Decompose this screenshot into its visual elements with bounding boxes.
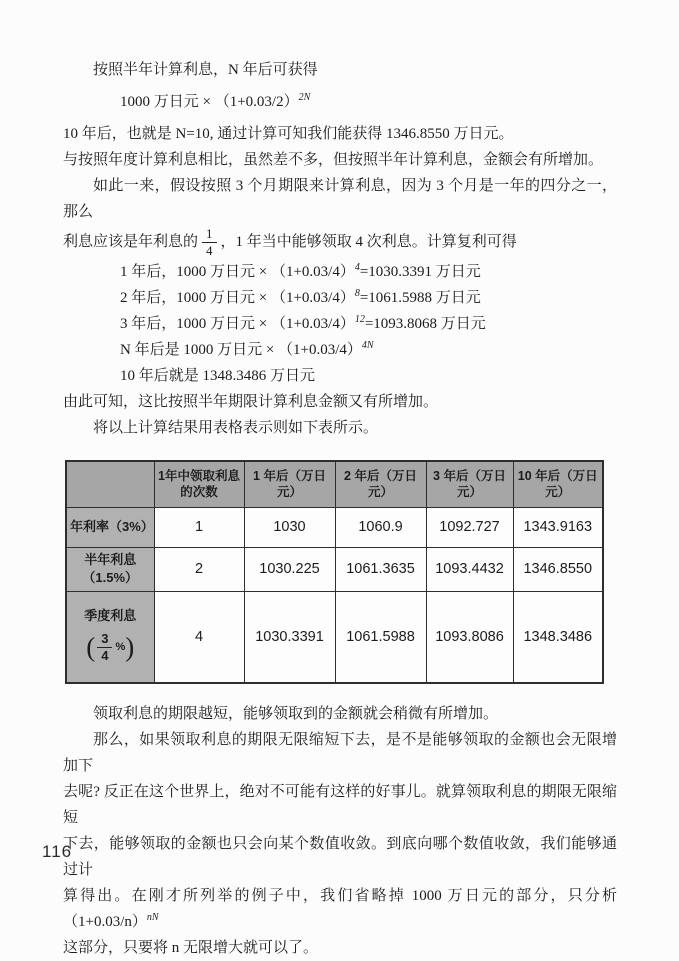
calc-text: 2 年后，1000 万日元 × （1+0.03/4） [120, 290, 355, 306]
calc-exponent: 4N [361, 340, 374, 351]
calc-exponent: 12 [354, 314, 365, 325]
semiannual-count: 2 [154, 547, 244, 591]
calc-result: =1093.8068 万日元 [364, 316, 486, 332]
fraction-denominator: 4 [206, 243, 213, 259]
calc-line-yearN [120, 337, 617, 363]
semiannual-year10: 1346.8550 [513, 547, 603, 591]
formula-exponent: 2N [298, 92, 311, 103]
fraction-line-pre: 利息应该是年利息的 [63, 234, 199, 250]
calc-result: =1030.3391 万日元 [359, 264, 481, 280]
calc-line-year3 [120, 311, 617, 337]
fraction-line-post: ，1 年当中能够领取 4 次利息。计算复利可得 [220, 234, 517, 250]
row-label-annual: 年利率（3%） [66, 507, 154, 547]
header-year1-cell: 1 年后（万日元） [244, 461, 335, 507]
quarterly-label-text: 季度利息 [84, 607, 137, 623]
results-table [65, 460, 604, 684]
fraction-denominator: 4 [101, 648, 109, 664]
semiannual-year1: 1030.225 [244, 547, 335, 591]
annual-count: 1 [154, 507, 244, 547]
row-label-quarterly [66, 591, 154, 683]
annual-year10: 1343.9163 [513, 507, 603, 547]
quarterly-year2: 1061.5988 [335, 591, 426, 683]
header-year3-cell: 3 年后（万日元） [426, 461, 513, 507]
calc-line-year1 [120, 259, 617, 285]
header-count-cell: 1年中领取利息的次数 [154, 461, 244, 507]
calc-exponent: 8 [354, 288, 360, 299]
quarterly-year1: 1030.3391 [244, 591, 335, 683]
percent-sign: % [115, 641, 126, 654]
fraction-numerator: 3 [97, 632, 112, 648]
header-corner-cell [66, 461, 154, 507]
calc-line-year10 [120, 363, 617, 389]
paragraph-quarterly-intro: 如此一来，假设按照 3 个月期限来计算利息，因为 3 个月是一年的四分之一，那么 [63, 178, 617, 220]
calc-exponent: 4 [354, 262, 360, 273]
annual-year2: 1060.9 [335, 507, 426, 547]
limit-line4-exponent: nN [146, 912, 159, 923]
header-year10-cell: 10 年后（万日元） [513, 461, 603, 507]
semiannual-year3: 1093.4432 [426, 547, 513, 591]
annual-year1: 1030 [244, 507, 335, 547]
paragraph-limit-line4 [63, 883, 617, 935]
paragraph-table-intro: 将以上计算结果用表格表示则如下表所示。 [93, 420, 379, 436]
paragraph-limit-line1: 那么，如果领取利息的期限无限缩短下去，是不是能够领取的金额也会无限增加下 [63, 732, 617, 774]
table-row-semiannual [66, 547, 603, 591]
paragraph-limit-line3: 下去，能够领取的金额也只会向某个数值收敛。到底向哪个数值收敛，我们能够通过计 [63, 836, 617, 878]
close-paren: ) [125, 631, 135, 662]
paragraph-quarter-fraction [63, 225, 617, 259]
paragraph-limit-line5: 这部分，只要将 n 无限增大就可以了。 [63, 940, 319, 956]
header-year2-cell: 2 年后（万日元） [335, 461, 426, 507]
formula-semiannual [120, 89, 617, 115]
paragraph-compare: 与按照年度计算利息相比，虽然差不多，但按照半年计算利息，金额会有所增加。 [63, 152, 604, 168]
quarterly-count: 4 [154, 591, 244, 683]
page-number: 116 [42, 842, 73, 861]
paragraph-intro: 按照半年计算利息，N 年后可获得 [93, 62, 318, 78]
calc-result: =1061.5988 万日元 [359, 290, 481, 306]
table-row-annual [66, 507, 603, 547]
paragraph-conclusion: 由此可知，这比按照半年期限计算利息金额又有所增加。 [63, 394, 439, 410]
annual-year3: 1092.727 [426, 507, 513, 547]
semiannual-year2: 1061.3635 [335, 547, 426, 591]
calc-text: 3 年后，1000 万日元 × （1+0.03/4） [120, 316, 355, 332]
paragraph-shorter-period: 领取利息的期限越短，能够领取到的金额就会稍微有所增加。 [93, 706, 499, 722]
row-label-semiannual: 半年利息（1.5%） [66, 547, 154, 591]
quarterly-year3: 1093.8086 [426, 591, 513, 683]
limit-line4-text: 算得出。在刚才所列举的例子中，我们省略掉 1000 万日元的部分，只分析（1+0.03/n） [63, 888, 617, 930]
calc-text: 10 年后就是 1348.3486 万日元 [120, 368, 316, 384]
paragraph-limit-line2: 去呢? 反正在这个世界上，绝对不可能有这样的好事儿。就算领取利息的期限无限缩短 [63, 784, 617, 826]
calc-line-year2 [120, 285, 617, 311]
formula-text: 1000 万日元 × （1+0.03/2） [120, 94, 299, 110]
fraction-numerator: 1 [202, 227, 217, 243]
table-header-row [66, 461, 603, 507]
calc-text: N 年后是 1000 万日元 × （1+0.03/4） [120, 342, 362, 358]
open-paren: ( [86, 631, 96, 662]
table-row-quarterly [66, 591, 603, 683]
quarterly-year10: 1348.3486 [513, 591, 603, 683]
quarterly-rate-expression [86, 629, 134, 667]
three-quarter-fraction [97, 632, 112, 664]
one-quarter-fraction [202, 227, 217, 259]
calc-text: 1 年后，1000 万日元 × （1+0.03/4） [120, 264, 355, 280]
paragraph-result-10y: 10 年后，也就是 N=10, 通过计算可知我们能获得 1346.8550 万日元。 [63, 126, 514, 142]
